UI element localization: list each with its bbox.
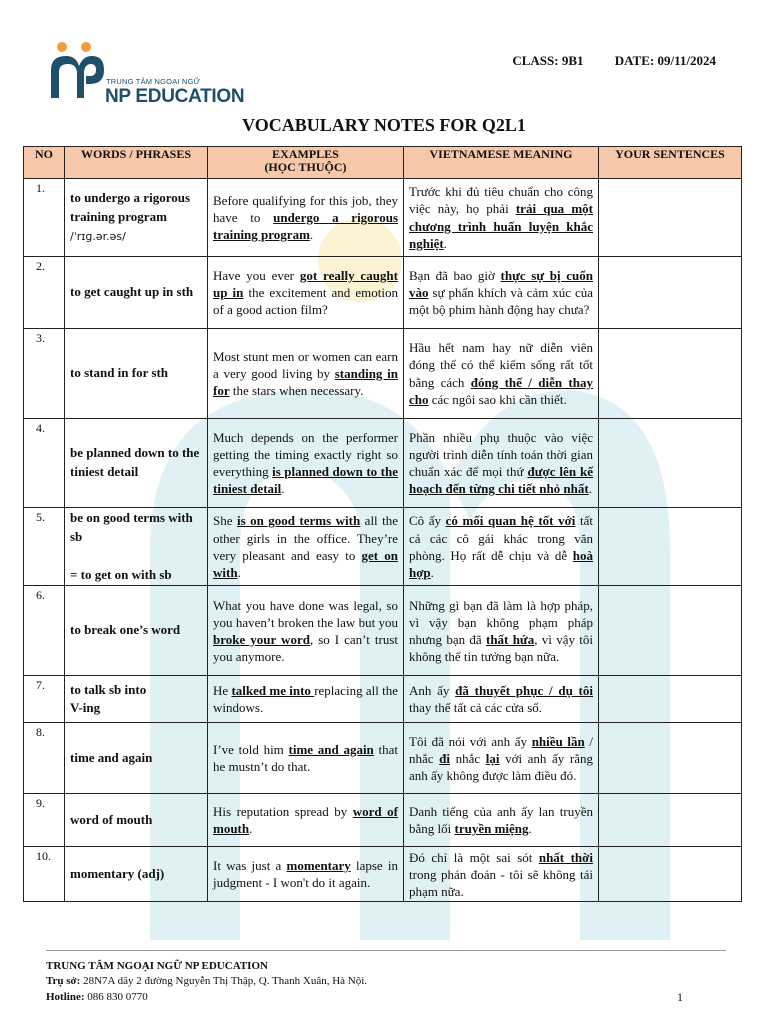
text-segment: thay thế tất cả các cửa sổ. (409, 700, 543, 716)
highlighted-phrase: broke your word (213, 631, 310, 647)
example-cell (208, 794, 404, 847)
your-sentence-cell[interactable] (599, 794, 742, 847)
column-header-vietnamese: VIETNAMESE MEANING (404, 147, 599, 179)
your-sentence-cell[interactable] (599, 257, 742, 329)
page-title: VOCABULARY NOTES FOR Q2L1 (242, 115, 526, 135)
highlighted-phrase: got really caught up in (213, 267, 398, 300)
row-number: 3. (24, 329, 65, 419)
vietnamese-meaning-cell (404, 586, 599, 676)
word-phrase-cell (65, 676, 208, 723)
highlighted-phrase: đóng thế / diễn thay cho (409, 374, 593, 407)
word-phrase-cell (65, 586, 208, 676)
word-phrase-cell (65, 847, 208, 902)
word-phrase: be on good terms with sb (70, 510, 193, 544)
column-header-no: NO (24, 147, 65, 179)
example-cell (208, 257, 404, 329)
highlighted-phrase: time and again (288, 742, 374, 758)
highlighted-phrase: undergo a rigorous training program (213, 209, 398, 243)
table-row (24, 508, 742, 586)
date-label: DATE: 09/11/2024 (614, 53, 716, 68)
word-phrase-cell (65, 179, 208, 257)
text-segment: the stars when necessary. (229, 383, 364, 399)
np-education-logo (46, 40, 246, 108)
highlighted-phrase: được lên kế hoạch đến từng chi tiết nhỏ nhất (409, 464, 593, 497)
column-header-words: WORDS / PHRASES (65, 147, 208, 179)
table-header-row (24, 147, 742, 179)
text-segment: nhắc (449, 750, 486, 766)
word-phrase-extra: V-ing (70, 700, 101, 716)
vietnamese-meaning-cell (404, 794, 599, 847)
row-number: 5. (24, 508, 65, 586)
table-row (24, 419, 742, 508)
example-cell (208, 586, 404, 676)
text-segment: It was just a (213, 858, 287, 874)
word-phrase: to talk sb into (70, 681, 147, 697)
class-label: CLASS: 9B1 (512, 53, 584, 68)
np-logo-icon (46, 40, 108, 102)
text-segment: sự phấn khích và cảm xúc của một bộ phim hành động hay chưa? (409, 284, 593, 318)
row-number: 7. (24, 676, 65, 723)
page-number: 1 (677, 990, 683, 1004)
vietnamese-meaning-cell (404, 329, 599, 419)
row-number: 8. (24, 723, 65, 794)
table-row (24, 723, 742, 794)
highlighted-phrase: word of mouth (213, 804, 398, 837)
text-segment: với anh ấy rằng anh ấy không được làm điều đó. (409, 750, 593, 783)
row-number: 6. (24, 586, 65, 676)
word-phrase: time and again (70, 749, 153, 765)
word-phrase-cell (65, 257, 208, 329)
word-phrase-cell (65, 794, 208, 847)
highlighted-phrase: nhiều lần (531, 733, 585, 749)
text-segment: lapse in judgment - I won't do it again. (213, 858, 398, 891)
table-row (24, 676, 742, 723)
vocabulary-table (23, 146, 742, 902)
text-segment: / nhắc (409, 733, 593, 766)
vietnamese-meaning-cell (404, 419, 599, 508)
text-segment: . (430, 564, 434, 580)
row-number: 10. (24, 847, 65, 902)
highlighted-phrase: hoà hợp (409, 547, 593, 580)
highlighted-phrase: nhất thời (538, 849, 593, 865)
text-segment: Tôi đã nói với anh ấy (409, 733, 532, 749)
vietnamese-meaning-cell (404, 676, 599, 723)
logo-brand-name: NP EDUCATION (105, 86, 245, 107)
logo-tagline: TRUNG TÂM NGOẠI NGỮ (106, 77, 201, 86)
table-row (24, 586, 742, 676)
examples-header-label: EXAMPLES (272, 147, 339, 161)
vietnamese-meaning-cell (404, 508, 599, 586)
text-segment: Have you ever (213, 267, 300, 283)
row-number: 2. (24, 257, 65, 329)
your-sentence-cell[interactable] (599, 179, 742, 257)
text-segment: Most stunt men or women can earn a very good living by (213, 348, 398, 381)
word-phrase: to stand in for sth (70, 365, 169, 381)
word-phrase-cell (65, 723, 208, 794)
text-segment: . (309, 227, 314, 243)
text-segment: that he mustn’t do that. (213, 742, 398, 775)
text-segment: trong phán đoán - tôi sẽ không tái phạm nữa. (409, 866, 593, 899)
text-segment: replacing all the windows. (213, 683, 398, 716)
vietnamese-meaning-cell (404, 257, 599, 329)
highlighted-phrase: standing in for (213, 365, 398, 399)
text-segment: Phần nhiều phụ thuộc vào việc người trình diễn tính toán thời gian chuẩn xác để mọi thứ (409, 429, 593, 479)
your-sentence-cell[interactable] (599, 586, 742, 676)
highlighted-phrase: đã thuyết phục / dụ tôi (455, 683, 593, 699)
text-segment: I’ve told him (213, 742, 289, 758)
text-segment: all the other girls in the office. They’re very pleasant and easy to (213, 513, 398, 563)
ipa-transcription: /ˈrɪɡ.ər.əs/ (70, 229, 126, 243)
your-sentence-cell[interactable] (599, 508, 742, 586)
text-segment: Anh ấy (409, 683, 456, 699)
text-segment: . (237, 564, 241, 580)
example-cell (208, 419, 404, 508)
example-cell (208, 676, 404, 723)
text-segment: . (443, 235, 447, 251)
text-segment: Before qualifying for this job, they have to (213, 192, 398, 225)
highlighted-phrase: có mối quan hệ tốt với (445, 513, 576, 529)
footer-divider (46, 950, 726, 951)
text-segment: She (213, 513, 237, 529)
text-segment: Cô ấy (409, 513, 446, 529)
text-segment: . (249, 821, 253, 837)
footer-hotline (46, 990, 367, 1005)
highlighted-phrase: talked me into (231, 683, 315, 699)
text-segment: , vì vậy tôi không thể tin tưởng bạn nữa. (409, 631, 594, 665)
column-header-sentences: YOUR SENTENCES (599, 147, 742, 179)
word-phrase: be planned down to the tiniest detail (70, 445, 200, 479)
highlighted-phrase: trải qua một chương trình huấn luyện khắc nghiệt (409, 201, 593, 251)
footer (46, 959, 367, 1005)
text-segment: tất cả các cô gái khác trong văn phòng. Họ rất dễ chịu và dễ (409, 513, 593, 563)
word-phrase: to undergo a rigorous training program (70, 190, 191, 225)
table-row (24, 257, 742, 329)
text-segment: , so I can’t trust you anymore. (213, 631, 399, 665)
your-sentence-cell[interactable] (599, 723, 742, 794)
highlighted-phrase: momentary (286, 858, 351, 874)
your-sentence-cell[interactable] (599, 329, 742, 419)
highlighted-phrase: đi (439, 750, 450, 766)
text-segment: . (281, 481, 285, 497)
table-row (24, 794, 742, 847)
word-phrase-extra: = to get on with sb (70, 566, 172, 582)
highlighted-phrase: thất hứa (486, 631, 535, 647)
word-phrase-cell (65, 508, 208, 586)
table-row (24, 179, 742, 257)
highlighted-phrase: thực sự bị cuốn vào (409, 267, 594, 300)
text-segment: Danh tiếng của anh ấy lan truyền bằng lối (409, 804, 593, 837)
word-phrase: momentary (adj) (70, 865, 165, 881)
text-segment: His reputation spread by (213, 804, 353, 820)
highlighted-phrase: get on with (213, 547, 398, 580)
your-sentence-cell[interactable] (599, 847, 742, 902)
word-phrase: word of mouth (70, 811, 153, 827)
highlighted-phrase: lại (485, 750, 500, 766)
text-segment: Đó chỉ là một sai sót (409, 849, 539, 865)
example-cell (208, 723, 404, 794)
word-phrase: to break one’s word (70, 622, 181, 638)
word-phrase: to get caught up in sth (70, 284, 194, 300)
text-segment: Trước khi đủ tiêu chuẩn cho công việc này, họ phải (409, 184, 593, 217)
text-segment: Bạn đã bao giờ (409, 267, 501, 283)
text-segment: . (588, 481, 592, 497)
footer-address-text: 28N7A dãy 2 đường Nguyễn Thị Thập, Q. Thanh Xuân, Hà Nội. (80, 975, 368, 988)
highlighted-phrase: is on good terms with (236, 513, 361, 529)
footer-center-name: TRUNG TÂM NGOẠI NGỮ NP EDUCATION (46, 960, 268, 972)
example-cell (208, 847, 404, 902)
text-segment: Những gì bạn đã làm là hợp pháp, vì vậy bạn không phạm pháp nhưng bạn đã (409, 597, 593, 647)
footer-address (46, 974, 367, 989)
your-sentence-cell[interactable] (599, 419, 742, 508)
text-segment: the excitement and emotion of a good action film? (213, 284, 398, 318)
example-cell (208, 329, 404, 419)
text-segment: . (528, 821, 532, 837)
your-sentence-cell[interactable] (599, 676, 742, 723)
vietnamese-meaning-cell (404, 723, 599, 794)
word-phrase-cell (65, 419, 208, 508)
text-segment: Much depends on the performer getting the timing exactly right so everything (213, 429, 398, 479)
text-segment: Hầu hết nam hay nữ diễn viên đóng thế có thể kiếm sống rất tốt bằng cách (409, 340, 593, 390)
row-number: 1. (24, 179, 65, 257)
example-cell (208, 179, 404, 257)
table-row (24, 329, 742, 419)
example-cell (208, 508, 404, 586)
class-date-header (484, 53, 716, 69)
footer-hotline-text: 086 830 0770 (84, 990, 148, 1003)
vietnamese-meaning-cell (404, 847, 599, 902)
footer-hotline-label: Hotline: (46, 990, 85, 1003)
column-header-examples (208, 147, 404, 179)
row-number: 9. (24, 794, 65, 847)
text-segment: What you have done was legal, so you haven’t broken the law but you (213, 597, 398, 630)
text-segment: các ngôi sao khi cần thiết. (428, 391, 567, 407)
examples-header-sub: (HỌC THUỘC) (264, 160, 347, 175)
table-row (24, 847, 742, 902)
word-phrase-cell (65, 329, 208, 419)
text-segment: He (213, 683, 232, 699)
vietnamese-meaning-cell (404, 179, 599, 257)
highlighted-phrase: truyền miệng (454, 821, 529, 837)
highlighted-phrase: is planned down to the tiniest detail (213, 464, 398, 497)
row-number: 4. (24, 419, 65, 508)
footer-address-label: Trụ sở: (46, 975, 81, 988)
